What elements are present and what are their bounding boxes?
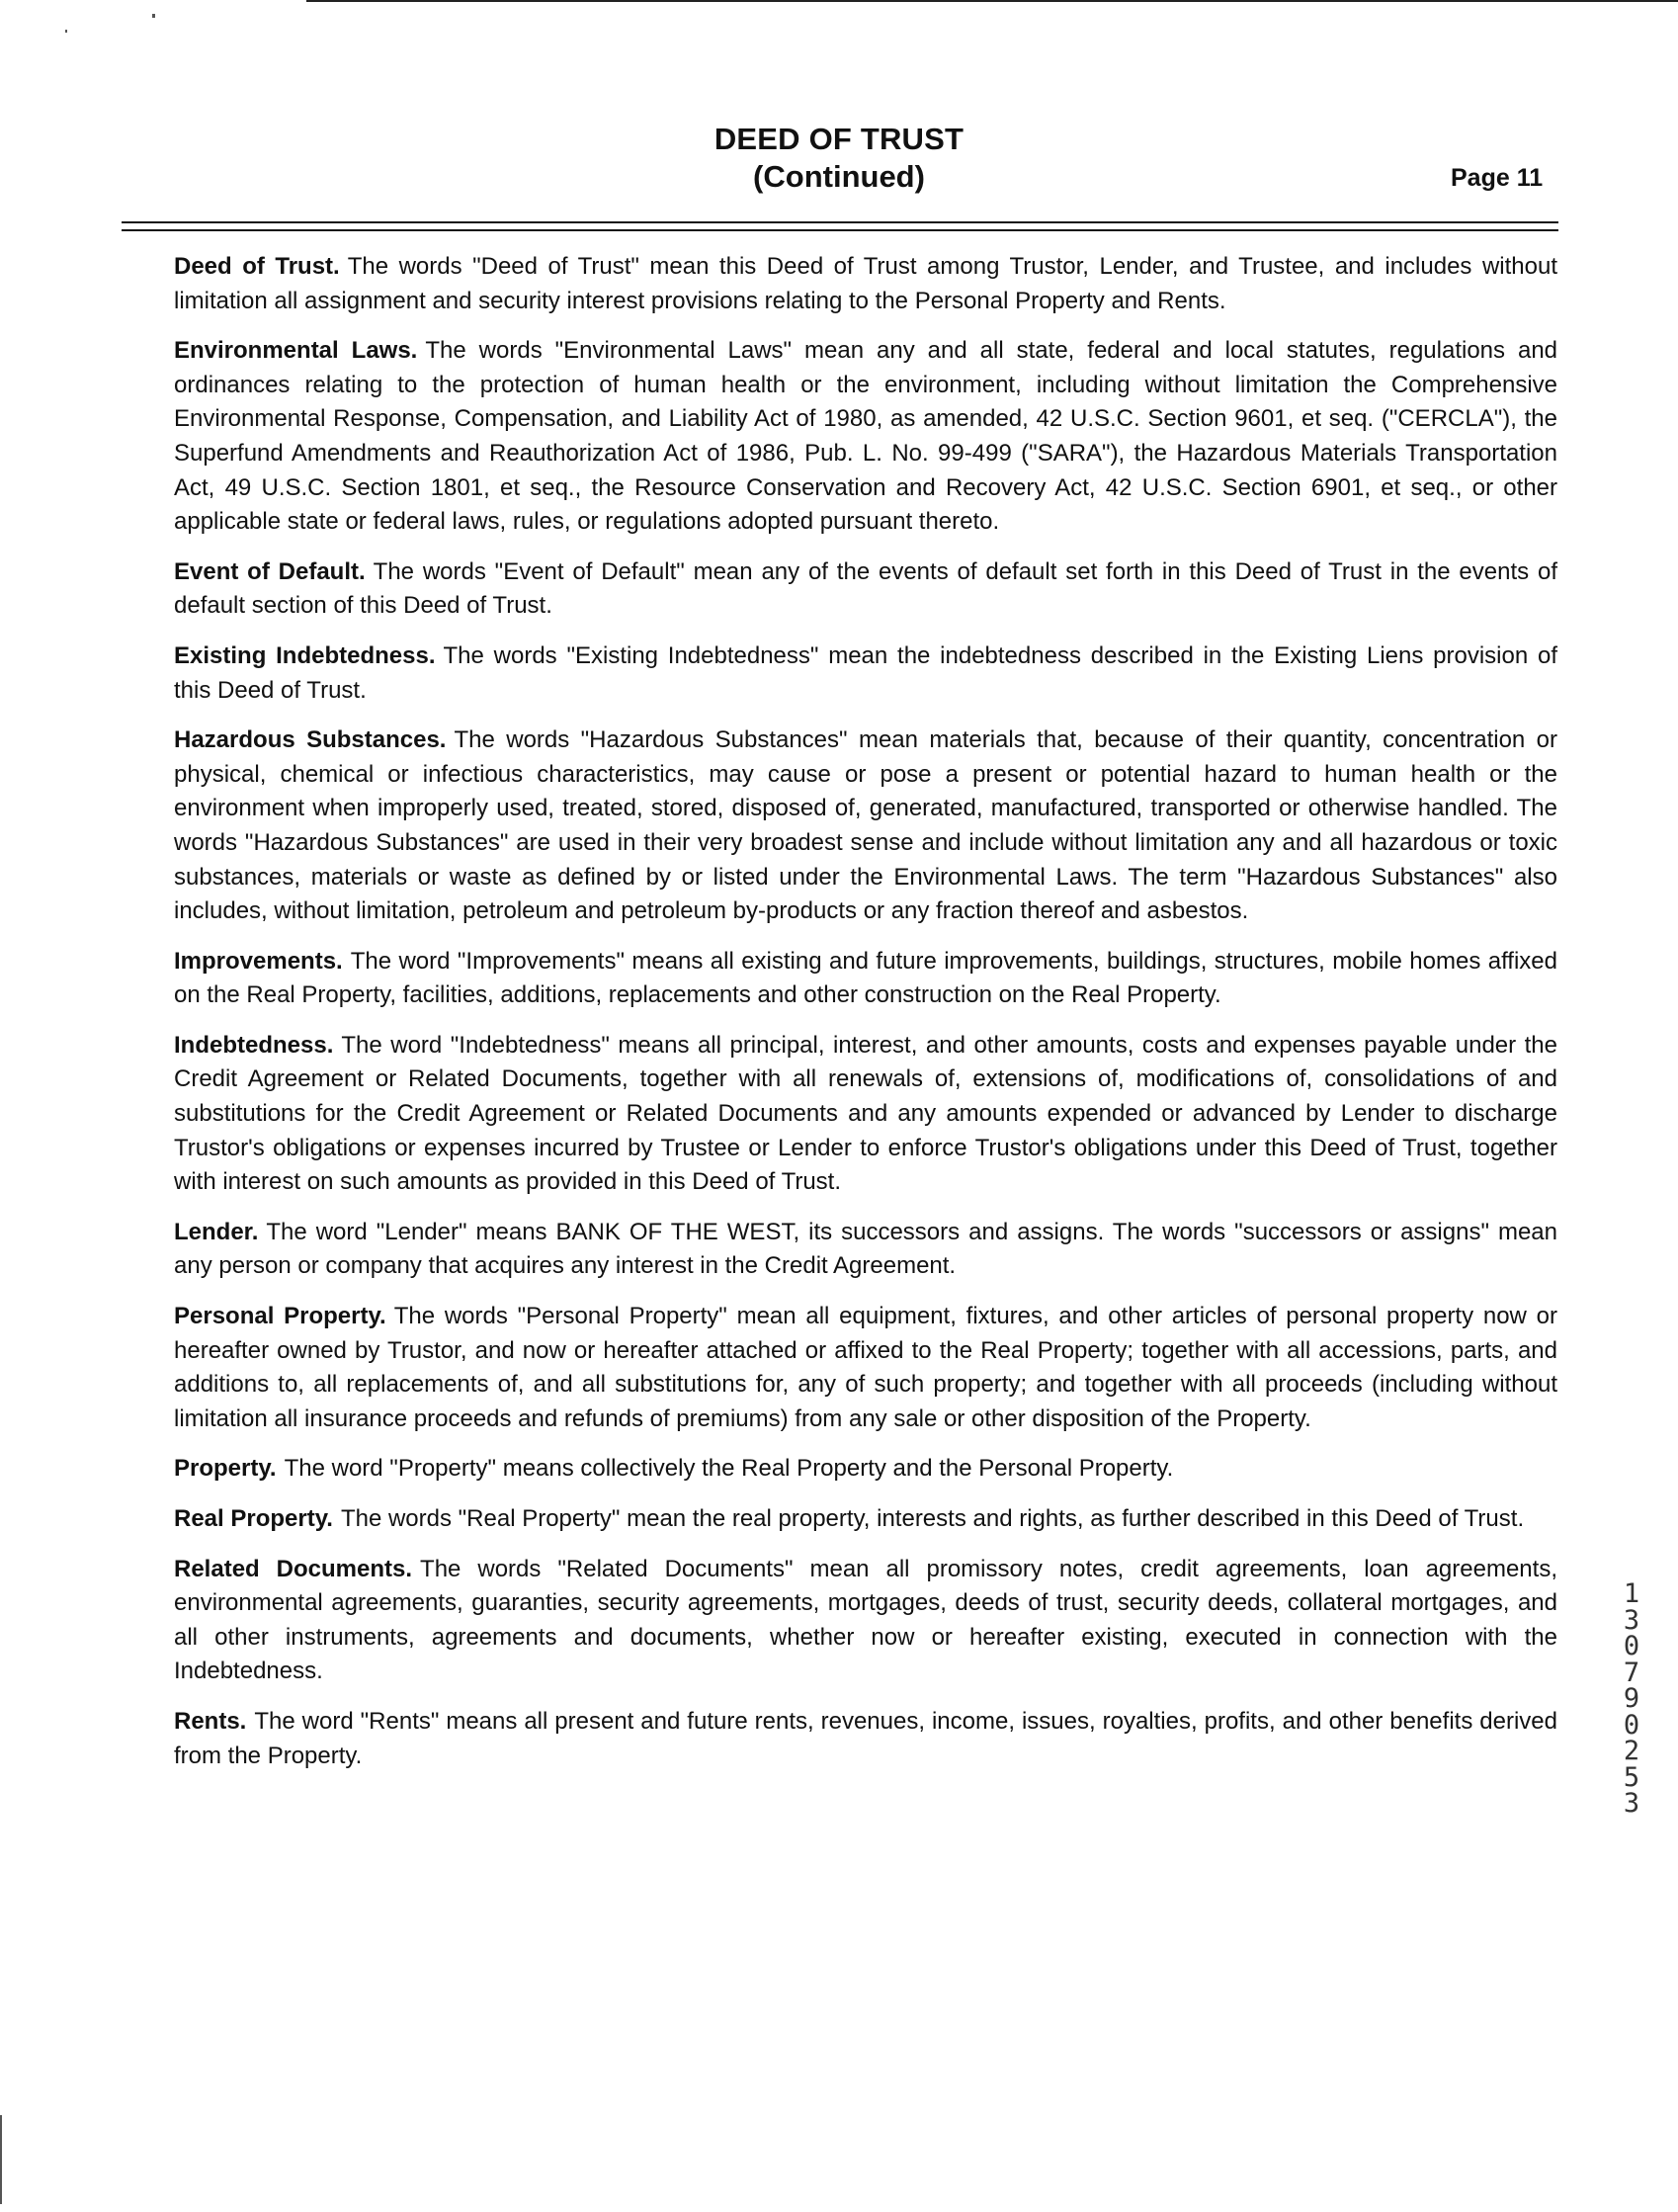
definition-term: Rents. — [174, 1707, 247, 1735]
definition-paragraph — [174, 1029, 1557, 1200]
definition-text: The words "Environmental Laws" mean any and all state, federal and local statutes, regulations and ordinances relating to the protection of human health or the environment, including without limitation the Comprehensive Environmental Response, Compensation, and Liability Act of 1980, as amended, 42 U.S.C. Section 9601, et seq. ("CERCLA"), the Superfund Amendments and Reauthorization Act of 1986, Pub. L. No. 99-499 ("SARA"), the Hazardous Materials Transportation Act, 49 U.S.C. Section 1801, et seq., the Resource Conservation and Recovery Act, 42 U.S.C. Section 6901, et seq., or other applicable state or federal laws, rules, or regulations adopted pursuant thereto. — [174, 337, 1558, 536]
definition-paragraph — [174, 1705, 1557, 1773]
header-rule-bottom — [122, 229, 1558, 231]
definition-text: The word "Improvements" means all existing and future improvements, buildings, structures, mobile homes affixed on the Real Property, facilities, additions, replacements and other construction on the Real Property. — [174, 947, 1557, 1009]
definition-paragraph — [174, 1300, 1557, 1436]
definition-text: The words "Real Property" mean the real property, interests and rights, as further described in this Deed of Trust. — [340, 1505, 1525, 1532]
definition-paragraph — [174, 1216, 1557, 1284]
header-rule-top — [122, 221, 1558, 223]
definition-text: The word "Lender" means BANK OF THE WEST, its successors and assigns. The words "successors or assigns" mean any person or company that acquires any interest in the Credit Agreement. — [174, 1218, 1557, 1280]
definition-text: The words "Personal Property" mean all equipment, fixtures, and other articles of personal property now or hereafter owned by Trustor, and now or hereafter attached or affixed to the Real Property; together with all accessions, parts, and additions to, all replacements of, and all substitutions for, any of such property; and together with all proceeds (including without limitation all insurance proceeds and refunds of premiums) from any sale or other disposition of the Property. — [174, 1303, 1557, 1432]
definition-term: Property. — [174, 1455, 277, 1483]
definition-text: The words "Related Documents" mean all promissory notes, credit agreements, loan agreements, environmental agreements, guaranties, security agreements, mortgages, deeds of trust, security deeds, collateral mortgages, and all other instruments, agreements and documents, whether now or hereafter existing, executed in connection with the Indebtedness. — [174, 1555, 1557, 1685]
definition-paragraph — [174, 334, 1557, 540]
top-scan-line — [306, 0, 1678, 2]
scan-speck — [65, 30, 67, 33]
definition-text: The words "Event of Default" mean any of the events of default set forth in this Deed of Trust in the events of default section of this Deed of Trust. — [174, 557, 1557, 620]
scan-speck — [152, 14, 155, 18]
definition-term: Indebtedness. — [174, 1031, 334, 1059]
definition-term: Improvements. — [174, 947, 343, 975]
page-header — [0, 121, 1678, 196]
definition-term: Real Property. — [174, 1505, 333, 1532]
definition-term: Environmental Laws. — [174, 337, 418, 365]
definition-text: The words "Existing Indebtedness" mean the indebtedness described in the Existing Liens provision of this Deed of Trust. — [174, 641, 1558, 704]
definition-term: Deed of Trust. — [174, 253, 340, 280]
definition-paragraph — [174, 723, 1557, 929]
page-number: Page 11 — [1451, 164, 1544, 192]
definitions-section — [174, 250, 1557, 1789]
definition-paragraph — [174, 1502, 1557, 1537]
definition-text: The word "Indebtedness" means all principal, interest, and other amounts, costs and expenses payable under the Credit Agreement or Related Documents, together with all renewals of, extensions of, modifications of, consolidations of and substitutions for the Credit Agreement or Related Documents and any amounts expended or advanced by Lender to discharge Trustor's obligations or expenses incurred by Trustee or Lender to enforce Trustor's obligations under this Deed of Trust, together with interest on such amounts as provided in this Deed of Trust. — [174, 1031, 1557, 1196]
definition-text: The words "Hazardous Substances" mean materials that, because of their quantity, concentration or physical, chemical or infectious characteristics, may cause or pose a present or potential hazard to human health or the environment when improperly used, treated, stored, disposed of, generated, manufactured, transported or otherwise handled. The words "Hazardous Substances" are used in their very broadest sense and include without limitation any and all hazardous or toxic substances, materials or waste as defined by or listed under the Environmental Laws. The term "Hazardous Substances" also includes, without limitation, petroleum and petroleum by-products or any fraction thereof and asbestos. — [174, 726, 1558, 925]
definition-paragraph — [174, 639, 1557, 708]
scan-edge-mark — [0, 2115, 2, 2204]
definition-text: The word "Property" means collectively the Real Property and the Personal Property. — [284, 1455, 1174, 1483]
definition-term: Personal Property. — [174, 1303, 386, 1330]
definition-term: Event of Default. — [174, 557, 366, 585]
document-title: DEED OF TRUST — [713, 122, 965, 156]
definition-paragraph — [174, 945, 1557, 1013]
definition-paragraph — [174, 555, 1557, 624]
definition-paragraph — [174, 250, 1557, 318]
document-subtitle: (Continued) — [753, 159, 925, 194]
definition-term: Existing Indebtedness. — [174, 641, 436, 669]
definition-term: Lender. — [174, 1218, 259, 1245]
definition-text: The words "Deed of Trust" mean this Deed of Trust among Trustor, Lender, and Trustee, and includes without limitation all assignment and security interest provisions relating to the Personal Property and Rents. — [174, 253, 1557, 314]
definition-text: The word "Rents" means all present and future rents, revenues, income, issues, royalties, profits, and other benefits derived from the Property. — [174, 1707, 1557, 1769]
definition-term: Hazardous Substances. — [174, 726, 447, 754]
definition-paragraph — [174, 1553, 1557, 1689]
definition-paragraph — [174, 1452, 1557, 1487]
definition-term: Related Documents. — [174, 1555, 413, 1582]
recording-number: 13079 0253 — [1623, 1578, 1640, 1819]
